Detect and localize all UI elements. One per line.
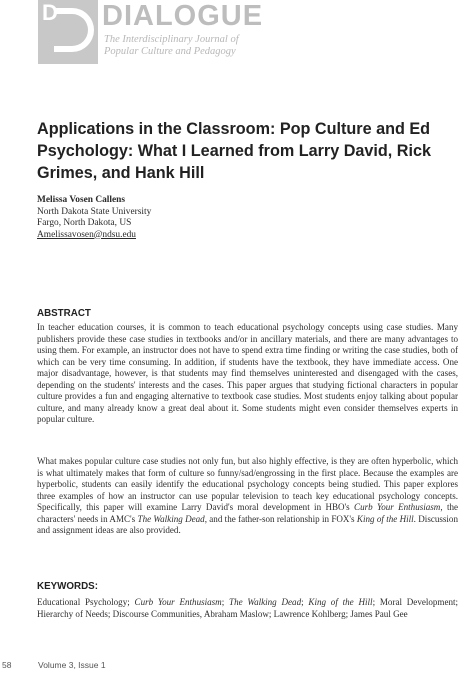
author-location: Fargo, North Dakota, US xyxy=(37,218,132,228)
keyword-text: ; xyxy=(301,597,309,607)
abstract-paragraph-2 xyxy=(37,456,458,537)
journal-subtitle-line2: Popular Culture and Pedagogy xyxy=(104,46,236,57)
logo-letter: D xyxy=(42,0,58,25)
abstract-text: What makes popular culture case studies not only fun, but also highly effective, is they are often hyperbolic, which is what ultimately makes that form of culture so funny/sad/engrossing in the first place. Because the examples are hyperbolic, students can easily identify the educational psychology concepts being studied. This paper explores three examples of how an instructor can use popular television to teach key educational psychology concepts. Specifically, this paper will examine Larry David's moral development in HBO's xyxy=(37,456,458,512)
abstract-heading: ABSTRACT xyxy=(37,308,91,319)
keyword-show-title: King of the Hill xyxy=(308,597,373,607)
author-affiliation: North Dakota State University xyxy=(37,206,152,217)
journal-subtitle-line1: The Interdisciplinary Journal of xyxy=(104,34,239,45)
author-email-link[interactable]: Amelissavosen@ndsu.edu xyxy=(37,229,136,240)
keyword-show-title: The Walking Dead xyxy=(229,597,302,607)
keywords-heading: KEYWORDS: xyxy=(37,581,98,592)
show-title: King of the Hill xyxy=(356,513,414,524)
keyword-text: ; Moral Development; Hierarchy of Needs; Discourse Communities, Abraham Maslow; Lawrence Kohlberg; James Paul Gee xyxy=(37,597,459,619)
journal-name: DIALOGUE xyxy=(102,0,264,32)
keyword-text: Educational Psychology; xyxy=(37,597,135,607)
keywords-list xyxy=(37,597,458,620)
abstract-paragraph-1: In teacher education courses, it is common to teach educational psychology concepts using case studies. Many publishers provide these case studies in textbooks and/or in ancillary materials, and there are many advantages to using them. For example, an instructor does not have to spend extra time finding or writing the case studies, both of which can be very time consuming. In addition, if students have the textbook, they have immediate access. One major disadvantage, however, is that students may find themselves uninterested and disengaged with the cases, depending on the students' interests and the cases. This paper argues that studying fictional characters in popular culture provides a fun and engaging alternative to textbook case studies. Most students enjoy talking about popular culture, and many already know a great deal about it. Some students might even consider themselves experts in popular culture. xyxy=(37,322,458,424)
page-number: 58 xyxy=(2,660,12,670)
show-title: The Walking Dead xyxy=(137,513,205,524)
author-name: Melissa Vosen Callens xyxy=(37,195,126,205)
show-title: Curb Your Enthusiasm xyxy=(354,502,441,512)
abstract-text: , and the father-son relationship in FOX's xyxy=(204,513,357,524)
author-block xyxy=(37,195,151,241)
journal-header xyxy=(38,0,278,68)
journal-logo xyxy=(38,0,98,64)
article-title: Applications in the Classroom: Pop Culture and Ed Psychology: What I Learned from Larry David, Rick Grimes, and Hank Hill xyxy=(37,120,431,182)
keyword-text: ; xyxy=(221,597,230,607)
keyword-show-title: Curb Your Enthusiasm xyxy=(134,597,222,607)
logo-ring-icon xyxy=(54,8,94,52)
journal-subtitle xyxy=(104,34,239,58)
abstract-text: . Discussion and assignment ideas are also provided. xyxy=(37,513,458,535)
issue-label: Volume 3, Issue 1 xyxy=(38,660,106,670)
abstract-text: , the characters' needs in AMC's xyxy=(37,502,459,524)
